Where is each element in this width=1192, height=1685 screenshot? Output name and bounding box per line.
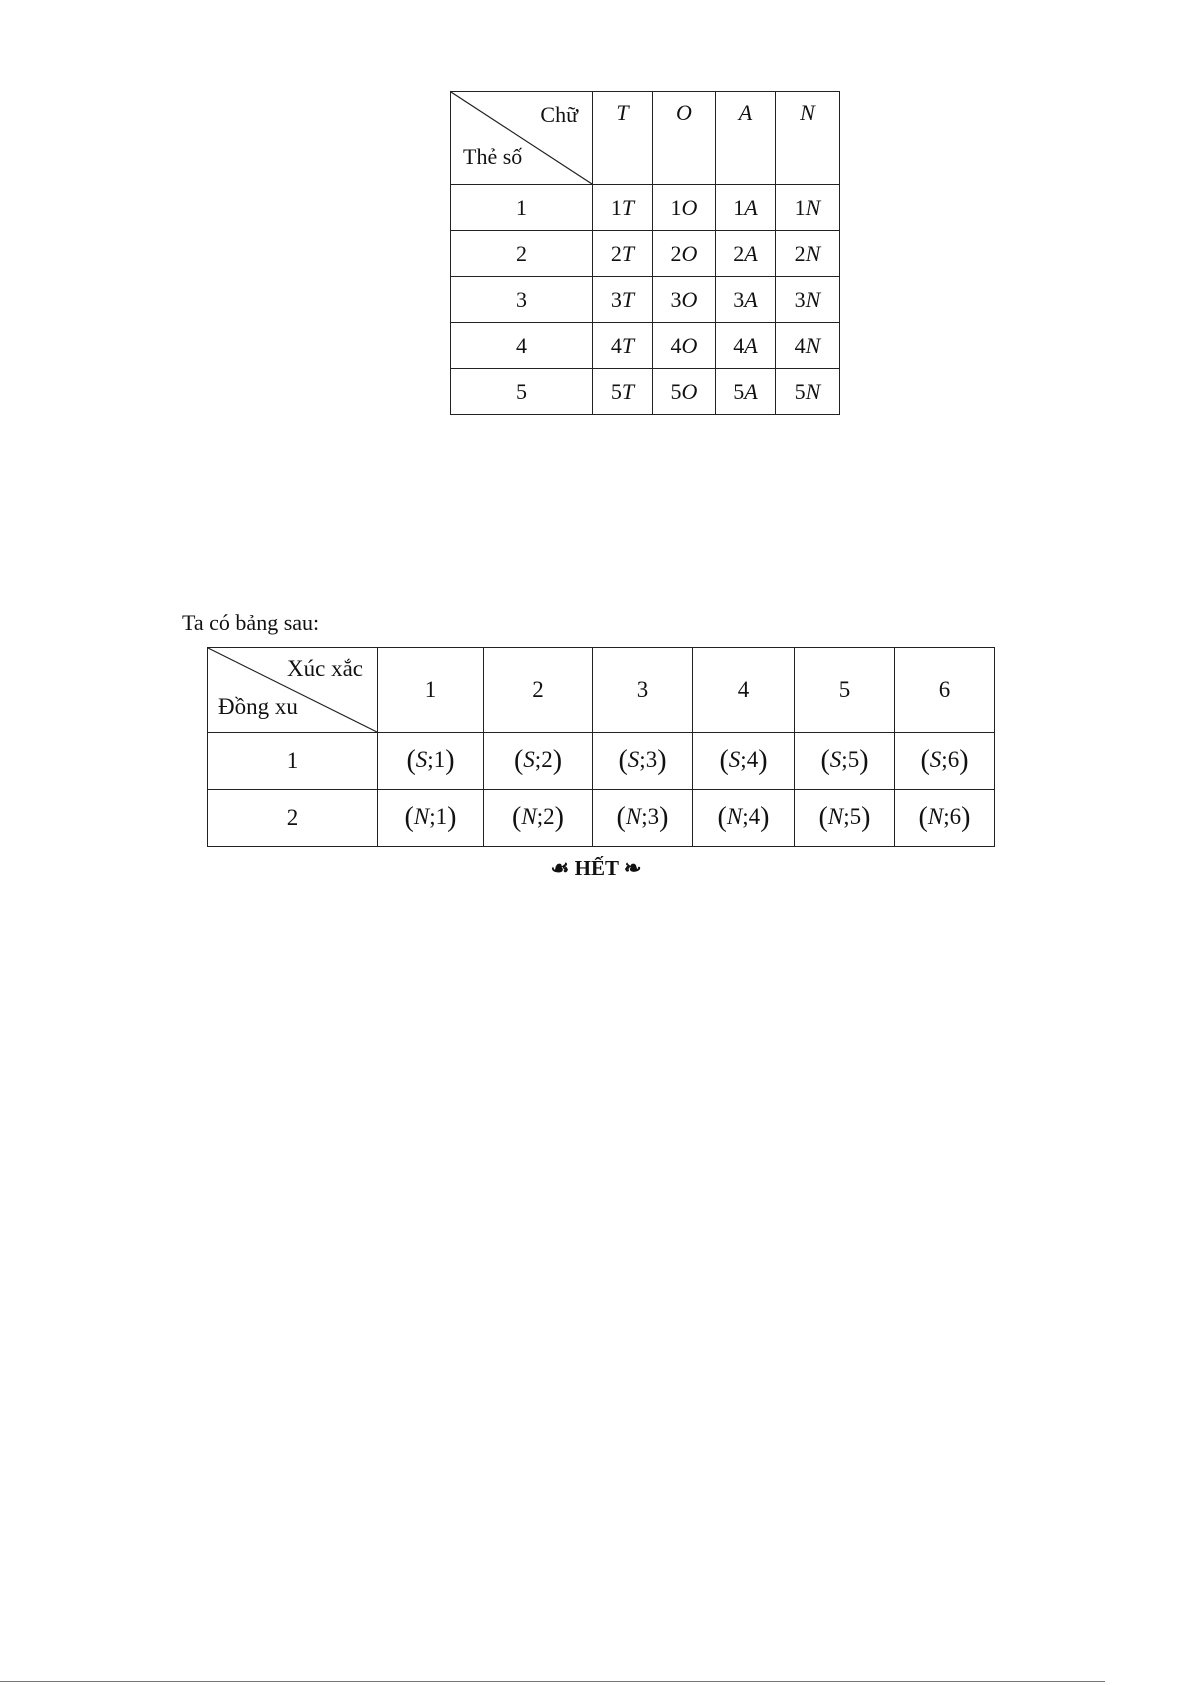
table-cell: (S;6) [895, 733, 995, 790]
table1-corner-cell [451, 92, 593, 185]
column-header: 5 [795, 648, 895, 733]
corner-top-label: Xúc xắc [287, 656, 363, 681]
table-cell: 1A [716, 185, 776, 231]
table-cell: 4O [653, 323, 716, 369]
table-cell: 5T [593, 369, 653, 415]
table-cell: 3A [716, 277, 776, 323]
table2-corner-cell [208, 648, 378, 733]
table-cell: (S;3) [593, 733, 693, 790]
table-row [451, 185, 840, 231]
table-cell: (S;2) [484, 733, 593, 790]
table-cell: (S;4) [693, 733, 795, 790]
table-cell: 2T [593, 231, 653, 277]
footer-divider [0, 1681, 1105, 1682]
column-header: N [776, 92, 840, 185]
table-cell: 5O [653, 369, 716, 415]
column-header: A [716, 92, 776, 185]
column-header: 1 [378, 648, 484, 733]
row-label: 5 [451, 369, 593, 415]
end-marker [0, 856, 1192, 881]
table-cell: (S;5) [795, 733, 895, 790]
table-cell: (N;5) [795, 790, 895, 847]
column-header: 6 [895, 648, 995, 733]
end-text: HẾT [574, 856, 619, 880]
table-cell: (N;4) [693, 790, 795, 847]
row-label: 4 [451, 323, 593, 369]
table-cell: 3T [593, 277, 653, 323]
table-cell: 4N [776, 323, 840, 369]
intro-text: Ta có bảng sau: [182, 610, 320, 635]
table-cell: 1N [776, 185, 840, 231]
column-header: 3 [593, 648, 693, 733]
table-cell: 1O [653, 185, 716, 231]
table-cell: (N;1) [378, 790, 484, 847]
table-row [451, 369, 840, 415]
row-label: 2 [451, 231, 593, 277]
table-cell: (N;6) [895, 790, 995, 847]
table-row [451, 231, 840, 277]
table-cell: 3N [776, 277, 840, 323]
table-cell: 5N [776, 369, 840, 415]
row-label: 3 [451, 277, 593, 323]
table-cell: 2A [716, 231, 776, 277]
right-ornament-icon: ❧ [623, 856, 642, 880]
column-header: 4 [693, 648, 795, 733]
corner-top-label: Chữ [540, 102, 578, 127]
table-cell: 3O [653, 277, 716, 323]
table-cell: (N;2) [484, 790, 593, 847]
table-cell: 2O [653, 231, 716, 277]
coin-dice-table [207, 647, 995, 847]
table-cell: (S;1) [378, 733, 484, 790]
left-ornament-icon: ☙ [550, 856, 570, 880]
table-cell: 2N [776, 231, 840, 277]
table-cell: 4A [716, 323, 776, 369]
column-header: O [653, 92, 716, 185]
table-cell: 5A [716, 369, 776, 415]
table-row [208, 790, 995, 847]
corner-bottom-label: Đồng xu [218, 694, 298, 719]
table-row [451, 323, 840, 369]
table-cell: 1T [593, 185, 653, 231]
table-cell: (N;3) [593, 790, 693, 847]
corner-bottom-label: Thẻ số [463, 144, 523, 169]
table-row [451, 277, 840, 323]
row-label: 1 [208, 733, 378, 790]
column-header: T [593, 92, 653, 185]
row-label: 2 [208, 790, 378, 847]
row-label: 1 [451, 185, 593, 231]
card-letter-table [450, 91, 840, 415]
table-cell: 4T [593, 323, 653, 369]
table-row [208, 733, 995, 790]
column-header: 2 [484, 648, 593, 733]
